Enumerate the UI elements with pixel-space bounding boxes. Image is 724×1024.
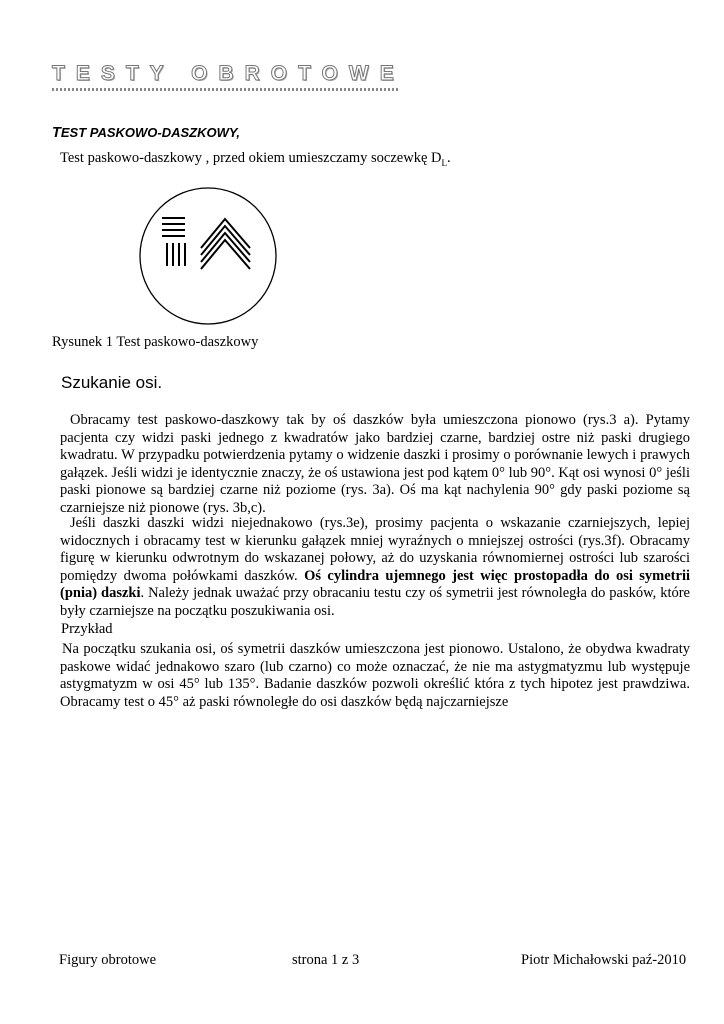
paragraph-example: Na początku szukania osi, oś symetrii daszków umieszczona jest pionowo. Ustalono, że obydwa kwadraty paskowe widać jednakowo szaro (lub czarno) co może oznaczać, że nie ma astygmatyzmu lub występuje astygmatyzm w osi 45° lub 135°. Badanie daszków pozwoli określić która z tych hipotez jest prawdziwa. Obracamy test o 45° aż paski równoległe do osi daszków będą najczarniejsze (60, 641, 690, 710)
subheading: Szukanie osi. (61, 373, 163, 392)
footer-page-number: strona 1 z 3 (292, 952, 360, 968)
paragraph-1: Obracamy test paskowo-daszkowy tak by oś daszków była umieszczona pionowo (rys.3 a). Pytamy pacjenta czy widzi paski jednego z kwadratów jako bardziej czarne, bardziej ostre niż paski drugiego kwadratu. W przypadku potwierdzenia pytamy o widzenie daszki i prosimy o porównanie lewych i prawych gałązek. Jeśli widzi je identycznie znaczy, że oś ustawiona jest pod kątem 0° lub 90°. Kąt osi wynosi 0° jeśli paski pionowe są bardziej czarne niż poziome (rys. 3a). Oś ma kąt nachylenia 90° gdy paski poziome są czarniejsze niż pionowe (rys. 3b,c). (60, 412, 690, 516)
chevron-stripes (201, 219, 250, 269)
paragraph-2-part-a: Jeśli daszki daszki widzi niejednakowo (rys.3e), prosimy pacjenta o wskazanie czarniejszych, lepiej widocznych i obracamy test w kierunku gałązek mniej wyraźnych o mniejszej ostrości (rys.3f). Obracamy figurę w kierunku odwrotnym do wskazanej połowy, aż do uzyskania równomiernej ostrości lub szarości pomiędzy dwoma połówkami daszków. (60, 515, 690, 584)
section-title (52, 125, 240, 141)
intro-subscript: L (441, 157, 447, 168)
stripe-chevron-test-figure (138, 186, 278, 326)
header-dotted-rule (52, 88, 398, 91)
figure-caption: Rysunek 1 Test paskowo-daszkowy (52, 334, 259, 350)
example-label: Przykład (61, 621, 113, 637)
intro-line (60, 150, 451, 168)
footer-left: Figury obrotowe (59, 952, 157, 968)
paragraph-2-part-b: . Należy jednak uważać przy obracaniu testu czy oś symetrii jest równoległa do pasków, które były czarniejsze na początku poszukiwania osi. (60, 585, 690, 619)
vertical-stripes (167, 243, 185, 266)
figure-circle (140, 188, 276, 324)
intro-end: . (447, 150, 451, 166)
section-title-initial: T (52, 125, 61, 141)
footer-author-date: Piotr Michałowski paź-2010 (521, 952, 687, 968)
paragraph-2-bold: Oś cylindra ujemnego jest więc prostopadła do osi symetrii (pnia) daszki (60, 567, 690, 602)
section-title-rest: EST PASKOWO-DASZKOWY, (60, 125, 240, 140)
document-header-title: TESTY OBROTOWE (52, 62, 405, 85)
paragraph-2 (60, 515, 690, 621)
horizontal-stripes (162, 218, 185, 236)
intro-text: Test paskowo-daszkowy , przed okiem umieszczamy soczewkę D (60, 150, 442, 166)
